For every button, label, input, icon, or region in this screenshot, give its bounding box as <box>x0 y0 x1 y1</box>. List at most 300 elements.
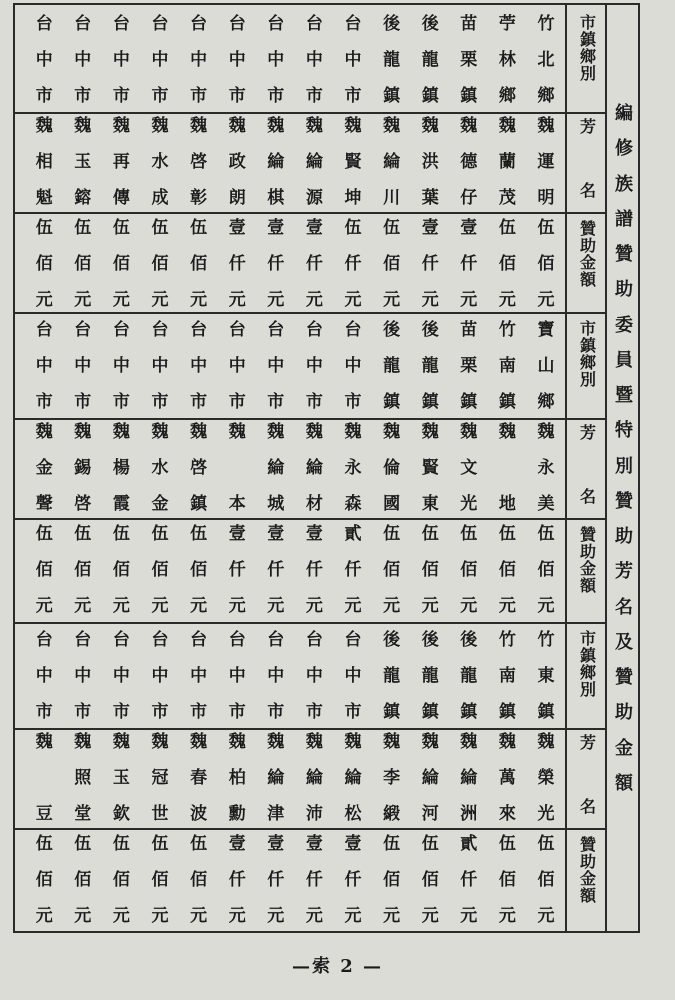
cell-char: 地 <box>498 494 516 514</box>
cell-char: 佰 <box>151 254 169 274</box>
town-cell <box>375 630 409 722</box>
name-cell <box>220 116 254 208</box>
cell-char: 中 <box>267 356 285 376</box>
cell-char: 台 <box>112 320 130 340</box>
cell-char: 綸 <box>383 152 401 172</box>
amount-cell <box>27 834 61 926</box>
name-cell <box>413 422 447 514</box>
cell-char: 綸 <box>267 768 285 788</box>
cell-char: 中 <box>151 666 169 686</box>
cell-char: 魏 <box>267 116 285 136</box>
cell-char: 魏 <box>228 116 246 136</box>
cell-char: 仔 <box>460 188 478 208</box>
cell-char: 台 <box>151 320 169 340</box>
cell-char: 仟 <box>305 870 323 890</box>
cell-char: 魏 <box>305 422 323 442</box>
cell-char: 台 <box>228 320 246 340</box>
rule-line <box>13 518 606 520</box>
cell-char: 河 <box>421 804 439 824</box>
name-cell <box>220 732 254 824</box>
name-cell <box>297 422 331 514</box>
cell-char: 魏 <box>305 116 323 136</box>
cell-char: 茂 <box>498 188 516 208</box>
cell-char: 北 <box>537 50 555 70</box>
name-cell <box>490 422 524 514</box>
name-cell <box>413 116 447 208</box>
cell-char: 壹 <box>421 218 439 238</box>
title-char: 金 <box>615 737 633 759</box>
cell-char: 壹 <box>344 834 362 854</box>
rule-line <box>13 418 606 420</box>
town-cell <box>104 14 138 106</box>
cell-char: 市 <box>228 392 246 412</box>
cell-char: 市 <box>35 392 53 412</box>
cell-char: 伍 <box>190 834 208 854</box>
cell-char: 萬 <box>498 768 516 788</box>
cell-char: 台 <box>74 630 92 650</box>
cell-char: 佰 <box>190 870 208 890</box>
cell-char: 魏 <box>267 732 285 752</box>
cell-char: 伍 <box>112 218 130 238</box>
cell-char: 市 <box>305 392 323 412</box>
name-cell <box>336 116 370 208</box>
cell-char: 鎮 <box>421 392 439 412</box>
amount-cell <box>529 524 563 616</box>
cell-char: 伍 <box>383 524 401 544</box>
title-char: 譜 <box>615 208 633 230</box>
amount-cell <box>336 218 370 310</box>
amount-cell <box>490 834 524 926</box>
cell-char: 寶 <box>537 320 555 340</box>
cell-char: 台 <box>112 14 130 34</box>
cell-char: 台 <box>112 630 130 650</box>
rule-line <box>605 3 607 933</box>
name-cell <box>375 116 409 208</box>
cell-char: 魏 <box>228 422 246 442</box>
name-cell <box>413 732 447 824</box>
cell-char: 市 <box>112 392 130 412</box>
title-char: 及 <box>615 631 633 653</box>
cell-char: 元 <box>228 290 246 310</box>
amount-cell <box>375 218 409 310</box>
name-cell <box>182 116 216 208</box>
cell-char: 魏 <box>190 732 208 752</box>
cell-char: 台 <box>74 14 92 34</box>
cell-char: 台 <box>267 630 285 650</box>
town-cell <box>413 630 447 722</box>
header-name: 芳 <box>579 117 596 136</box>
cell-char: 伍 <box>383 218 401 238</box>
cell-char: 栗 <box>460 50 478 70</box>
amount-cell <box>297 834 331 926</box>
cell-char: 魏 <box>35 732 53 752</box>
town-cell <box>452 630 486 722</box>
name-cell <box>375 732 409 824</box>
header-amount: 贊 助 金 額 <box>579 219 596 289</box>
town-cell <box>375 14 409 106</box>
cell-char: 魏 <box>421 116 439 136</box>
cell-char: 佰 <box>74 870 92 890</box>
cell-char: 仟 <box>228 870 246 890</box>
rule-line <box>13 312 606 314</box>
cell-char: 元 <box>537 906 555 926</box>
cell-char: 台 <box>74 320 92 340</box>
cell-char: 南 <box>498 356 516 376</box>
cell-char: 鎮 <box>383 392 401 412</box>
town-cell <box>143 320 177 412</box>
cell-char: 坤 <box>344 188 362 208</box>
rule-line <box>13 112 606 114</box>
cell-char: 台 <box>228 14 246 34</box>
cell-char: 光 <box>537 804 555 824</box>
name-cell <box>66 732 100 824</box>
cell-char: 壹 <box>267 218 285 238</box>
cell-char: 魏 <box>460 732 478 752</box>
cell-char: 佰 <box>35 560 53 580</box>
cell-char: 永 <box>344 458 362 478</box>
cell-char: 元 <box>74 290 92 310</box>
cell-char: 元 <box>460 596 478 616</box>
cell-char: 元 <box>498 596 516 616</box>
cell-char: 壹 <box>305 524 323 544</box>
page-number: —索 2 — <box>291 956 384 977</box>
town-cell <box>182 630 216 722</box>
town-cell <box>27 320 61 412</box>
amount-cell <box>452 834 486 926</box>
cell-char: 賢 <box>421 458 439 478</box>
cell-char: 綸 <box>305 152 323 172</box>
amount-cell <box>259 218 293 310</box>
cell-char: 中 <box>112 666 130 686</box>
cell-char: 伍 <box>498 524 516 544</box>
cell-char: 壹 <box>305 218 323 238</box>
cell-char: 元 <box>228 906 246 926</box>
name-cell <box>529 116 563 208</box>
header-town: 市 鎮 鄉 別 <box>579 13 596 83</box>
cell-char: 明 <box>537 188 555 208</box>
amount-cell <box>336 834 370 926</box>
cell-char: 中 <box>74 666 92 686</box>
amount-cell <box>220 834 254 926</box>
cell-char: 德 <box>460 152 478 172</box>
town-cell <box>297 630 331 722</box>
cell-char: 魏 <box>383 732 401 752</box>
amount-cell <box>490 524 524 616</box>
cell-char: 元 <box>35 290 53 310</box>
amount-cell <box>66 218 100 310</box>
cell-char: 鎔 <box>74 188 92 208</box>
header-name: 名 <box>579 797 596 816</box>
cell-char: 壹 <box>228 524 246 544</box>
cell-char: 台 <box>267 14 285 34</box>
cell-char: 南 <box>498 666 516 686</box>
cell-char: 台 <box>35 630 53 650</box>
cell-char: 市 <box>190 86 208 106</box>
cell-char: 勳 <box>228 804 246 824</box>
title-char: 芳 <box>615 561 633 583</box>
cell-char: 國 <box>383 494 401 514</box>
cell-char: 水 <box>151 152 169 172</box>
cell-char: 龍 <box>383 50 401 70</box>
cell-char: 後 <box>421 320 439 340</box>
cell-char: 魏 <box>74 732 92 752</box>
cell-char: 堂 <box>74 804 92 824</box>
amount-cell <box>182 834 216 926</box>
cell-char: 津 <box>267 804 285 824</box>
cell-char: 元 <box>228 596 246 616</box>
cell-char: 伍 <box>190 218 208 238</box>
town-cell <box>336 630 370 722</box>
town-cell <box>66 14 100 106</box>
cell-char: 元 <box>344 906 362 926</box>
name-cell <box>529 422 563 514</box>
cell-char: 綸 <box>267 152 285 172</box>
cell-char: 仟 <box>228 254 246 274</box>
amount-cell <box>413 524 447 616</box>
cell-char: 伍 <box>74 524 92 544</box>
cell-char: 賢 <box>344 152 362 172</box>
cell-char: 仟 <box>344 254 362 274</box>
town-cell <box>413 14 447 106</box>
amount-cell <box>259 834 293 926</box>
town-cell <box>452 14 486 106</box>
cell-char: 元 <box>383 290 401 310</box>
title-char: 修 <box>615 138 633 160</box>
cell-char: 綸 <box>344 768 362 788</box>
cell-char: 伍 <box>112 524 130 544</box>
cell-char: 鎮 <box>383 702 401 722</box>
cell-char: 中 <box>228 666 246 686</box>
cell-char: 鎮 <box>537 702 555 722</box>
cell-char: 啓 <box>190 458 208 478</box>
cell-char: 市 <box>228 86 246 106</box>
cell-char: 台 <box>344 320 362 340</box>
cell-char: 成 <box>151 188 169 208</box>
cell-char: 鄉 <box>537 86 555 106</box>
cell-char: 伍 <box>421 524 439 544</box>
cell-char: 山 <box>537 356 555 376</box>
title-char: 贊 <box>615 490 633 512</box>
cell-char: 仟 <box>344 560 362 580</box>
rule-line <box>13 828 606 830</box>
cell-char: 佰 <box>190 254 208 274</box>
cell-char: 東 <box>421 494 439 514</box>
amount-cell <box>143 218 177 310</box>
cell-char: 仟 <box>305 254 323 274</box>
cell-char <box>220 458 254 478</box>
title-char: 助 <box>615 702 633 724</box>
cell-char: 豆 <box>35 804 53 824</box>
cell-char: 市 <box>151 86 169 106</box>
cell-char: 苧 <box>498 14 516 34</box>
cell-char: 材 <box>305 494 323 514</box>
cell-char: 元 <box>151 596 169 616</box>
cell-char: 元 <box>421 906 439 926</box>
town-cell <box>220 320 254 412</box>
cell-char: 台 <box>228 630 246 650</box>
title-char: 助 <box>615 526 633 547</box>
cell-char: 中 <box>344 50 362 70</box>
cell-char: 楊 <box>112 458 130 478</box>
cell-char: 竹 <box>498 630 516 650</box>
cell-char: 龍 <box>460 666 478 686</box>
rule-line <box>13 212 606 214</box>
cell-char: 貳 <box>344 524 362 544</box>
cell-char: 再 <box>112 152 130 172</box>
amount-cell <box>182 524 216 616</box>
cell-char: 元 <box>74 596 92 616</box>
amount-cell <box>375 524 409 616</box>
cell-char: 魏 <box>151 732 169 752</box>
cell-char: 伍 <box>74 218 92 238</box>
cell-char: 元 <box>305 290 323 310</box>
cell-char: 元 <box>112 596 130 616</box>
cell-char: 元 <box>344 596 362 616</box>
cell-char: 台 <box>151 14 169 34</box>
amount-cell <box>452 524 486 616</box>
cell-char: 仟 <box>267 254 285 274</box>
name-cell <box>336 422 370 514</box>
cell-char: 中 <box>35 356 53 376</box>
title-char: 額 <box>615 772 633 794</box>
cell-char: 元 <box>112 906 130 926</box>
cell-char: 元 <box>267 906 285 926</box>
cell-char: 魏 <box>383 422 401 442</box>
cell-char: 元 <box>460 906 478 926</box>
cell-char: 林 <box>498 50 516 70</box>
cell-char: 壹 <box>228 834 246 854</box>
cell-char: 元 <box>421 290 439 310</box>
cell-char: 鎮 <box>421 86 439 106</box>
cell-char: 欽 <box>112 804 130 824</box>
town-cell <box>104 320 138 412</box>
title-char: 暨 <box>615 385 633 406</box>
town-cell <box>452 320 486 412</box>
title-char: 助 <box>615 279 633 301</box>
cell-char: 市 <box>344 392 362 412</box>
cell-char: 佰 <box>498 870 516 890</box>
town-cell <box>336 320 370 412</box>
amount-cell <box>529 218 563 310</box>
title-char: 贊 <box>615 244 633 265</box>
amount-cell <box>220 524 254 616</box>
cell-char: 鄉 <box>498 86 516 106</box>
header-name: 芳 <box>579 423 596 442</box>
cell-char: 台 <box>344 630 362 650</box>
cell-char: 金 <box>35 458 53 478</box>
cell-char: 魏 <box>498 116 516 136</box>
cell-char: 後 <box>460 630 478 650</box>
cell-char: 中 <box>74 356 92 376</box>
cell-char: 市 <box>267 86 285 106</box>
name-cell <box>259 732 293 824</box>
cell-char: 龍 <box>421 356 439 376</box>
name-cell <box>452 732 486 824</box>
cell-char: 魏 <box>228 732 246 752</box>
cell-char: 元 <box>537 290 555 310</box>
cell-char: 後 <box>383 630 401 650</box>
cell-char: 台 <box>151 630 169 650</box>
cell-char: 仟 <box>267 560 285 580</box>
town-cell <box>220 630 254 722</box>
cell-char: 市 <box>112 702 130 722</box>
cell-char: 世 <box>151 804 169 824</box>
cell-char: 中 <box>74 50 92 70</box>
cell-char: 市 <box>151 702 169 722</box>
cell-char: 森 <box>344 494 362 514</box>
cell-char: 魏 <box>421 732 439 752</box>
cell-char: 綸 <box>305 768 323 788</box>
name-cell <box>143 116 177 208</box>
cell-char: 蘭 <box>498 152 516 172</box>
cell-char: 栗 <box>460 356 478 376</box>
cell-char: 佰 <box>537 870 555 890</box>
cell-char: 台 <box>190 630 208 650</box>
cell-char: 鄉 <box>537 392 555 412</box>
cell-char: 中 <box>190 50 208 70</box>
cell-char: 龍 <box>383 666 401 686</box>
header-name: 名 <box>579 487 596 506</box>
cell-char: 政 <box>228 152 246 172</box>
town-cell <box>182 320 216 412</box>
document-title <box>610 104 638 794</box>
cell-char: 苗 <box>460 14 478 34</box>
cell-char: 伍 <box>344 218 362 238</box>
cell-char: 鎮 <box>498 392 516 412</box>
cell-char: 中 <box>344 666 362 686</box>
cell-char: 竹 <box>537 630 555 650</box>
amount-cell <box>182 218 216 310</box>
cell-char: 元 <box>267 596 285 616</box>
cell-char: 中 <box>35 666 53 686</box>
cell-char: 佰 <box>112 254 130 274</box>
cell-char <box>27 768 61 788</box>
cell-char: 綸 <box>421 768 439 788</box>
amount-cell <box>143 834 177 926</box>
cell-char: 伍 <box>498 218 516 238</box>
town-cell <box>104 630 138 722</box>
cell-char: 中 <box>305 666 323 686</box>
cell-char: 仟 <box>460 870 478 890</box>
town-cell <box>375 320 409 412</box>
cell-char: 鎮 <box>190 494 208 514</box>
cell-char: 龍 <box>383 356 401 376</box>
title-char: 特 <box>615 420 633 442</box>
town-cell <box>27 14 61 106</box>
cell-char: 市 <box>267 702 285 722</box>
cell-char: 中 <box>228 356 246 376</box>
cell-char: 魏 <box>151 422 169 442</box>
title-char: 贊 <box>615 667 633 688</box>
name-cell <box>66 116 100 208</box>
cell-char: 沛 <box>305 804 323 824</box>
cell-char: 元 <box>190 290 208 310</box>
name-cell <box>182 422 216 514</box>
cell-char: 伍 <box>498 834 516 854</box>
cell-char: 元 <box>35 596 53 616</box>
cell-char: 佰 <box>383 560 401 580</box>
cell-char: 台 <box>267 320 285 340</box>
cell-char: 水 <box>151 458 169 478</box>
cell-char: 伍 <box>151 218 169 238</box>
cell-char: 元 <box>498 290 516 310</box>
town-cell <box>259 14 293 106</box>
cell-char: 魁 <box>35 188 53 208</box>
town-cell <box>66 320 100 412</box>
amount-cell <box>490 218 524 310</box>
cell-char: 魏 <box>267 422 285 442</box>
amount-cell <box>336 524 370 616</box>
